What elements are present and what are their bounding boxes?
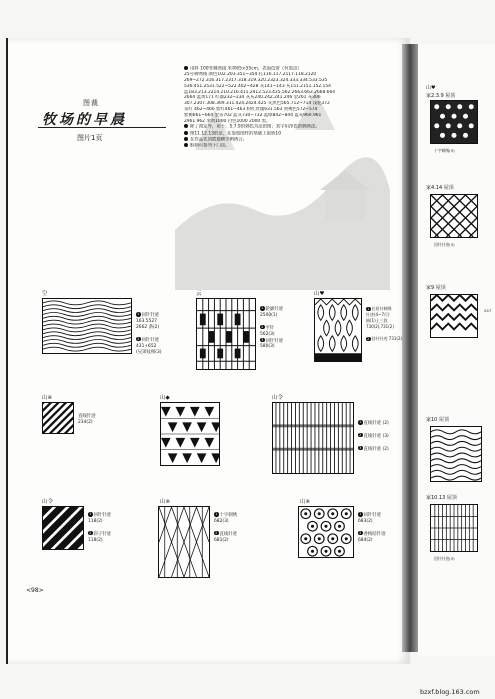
- step-3-marker: 3: [261, 337, 264, 342]
- spec-line: 2664 蓝黄171 红器232~234 灰灰240.242.241.246 金261 灰306: [184, 95, 321, 101]
- step-1-marker: 1: [359, 512, 362, 516]
- swatch-notes: 直线针迹 234(2): [78, 414, 96, 425]
- rosette-swatch: [298, 506, 354, 558]
- spec-line: 269~272.316.317.2317.318.319.320.2323.324.333.334.533.535: [184, 78, 328, 84]
- page-number: <98>: [26, 587, 44, 594]
- block-label: 家10 屋顶: [426, 417, 449, 423]
- swatch-label: 山◆: [160, 395, 170, 401]
- step-1-marker: 1: [359, 420, 362, 424]
- block-label: 家9 屋顶: [426, 285, 446, 291]
- spec-line: 25号刺绣线 颜色102.203.351~354.扎116.117.2117.118.2120: [184, 72, 317, 78]
- swatch-label: 云: [196, 291, 202, 297]
- swatch-label: 山※: [160, 499, 171, 505]
- spec-line: 茶红 462~466 紫红461~463 粉红玫瑰631.563 黄褐色572~574: [184, 107, 318, 113]
- spec-line: 蓝183.213.2214.210.216.411.2412.523.425.562.2663.663.2668.664: [184, 89, 336, 95]
- swatch-label: 山※: [42, 395, 53, 401]
- diagonal-block-swatch: [42, 506, 84, 550]
- step-2-marker: 2: [367, 336, 370, 341]
- spec-line: 307.2307.308.309.311.424.2424.425 灰黑色565.712~714 浅驼372: [184, 101, 330, 107]
- spec-line: 图11.12.13的是，在参照图样的基础上取析10: [184, 131, 392, 137]
- bullet-icon: [184, 131, 188, 135]
- spec-line: 2961.962 米黄1000 白色1000 2000 黑。: [184, 118, 271, 124]
- vertical-line-swatch: [272, 402, 354, 474]
- bullet-icon: [184, 137, 188, 141]
- block-note: 回针针迹(3): [434, 242, 455, 247]
- step-2-marker: 2: [359, 432, 362, 437]
- step-1-marker: 1: [89, 512, 92, 516]
- bullet-icon: [184, 143, 188, 147]
- block-label: 山♥: [426, 85, 436, 91]
- cloud-stitch-swatch: [196, 298, 256, 370]
- spec-line: 用料 100等刺绣线 米黄65×55cm，表面色带（有黑边）: [184, 66, 392, 72]
- swatch-notes: 1 长短针刺绣 针迹(4~7行) 抽(1)上三段 730(2),731(2) 2 回针针迹 731(2): [366, 306, 403, 341]
- swatch-notes: 1 回针针迹 118(2) 2 斜子针迹 118(2): [88, 512, 112, 543]
- step-2-marker: 2: [137, 336, 140, 341]
- bullet-icon: [184, 124, 188, 128]
- block-side-digits: 247: [484, 308, 492, 313]
- diamond-lattice-swatch: [430, 194, 478, 238]
- swatch-label: 山令: [42, 499, 54, 505]
- swatch-notes: 1 直线针迹 (2) 2 直线针迹 (3) 3 直线针迹 (2): [359, 420, 389, 452]
- step-2-marker: 2: [261, 324, 264, 329]
- block-label: 家4.14 屋顶: [426, 185, 454, 191]
- spec-line: 紫褐661~664 金茶702 蓝灰730~732 蓝绿842~844 蓝灰960.961: [184, 112, 322, 118]
- swatch-label: 山※: [300, 499, 311, 505]
- swatch-notes: 1 回针针迹 683(2) 2 香梅结针迹 684(2): [358, 512, 386, 543]
- swatch-notes: 1 轮廓针迹 2500(1) 2 平针 562(3) 3 回针针迹 580(3): [260, 306, 284, 350]
- step-3-marker: 3: [359, 445, 362, 450]
- spec-line: 536.451.2531.522~522.402~428 灰141~143 灰151.2151.152.154: [184, 83, 331, 89]
- swatch-notes: 1 十字刺绣 682(3) 2 直线针迹 681(2): [214, 512, 238, 543]
- book-gutter: [402, 44, 418, 652]
- step-2-marker: 2: [215, 530, 218, 535]
- chart-subtitle: 图裁: [83, 99, 99, 107]
- right-page: [418, 44, 495, 656]
- block-sublabel: 家2.3.9 屋顶: [426, 93, 456, 99]
- block-note: 十字刺绣(3): [434, 148, 455, 153]
- swatch-notes: 1 回针针迹 163.5527 2662 条(2) 2 回针针迹 431+652 (兄弟纹相(3): [136, 312, 162, 355]
- scale-pattern-swatch: [430, 100, 478, 144]
- block-label: 家10.13 屋顶: [426, 495, 457, 501]
- block-note: 回针针迹(3): [434, 556, 455, 561]
- watermark: bzxf.blog.163.com: [420, 688, 480, 696]
- step-1-marker: 1: [367, 306, 370, 311]
- spec-line: 框制可参刊于门店。: [184, 143, 392, 149]
- step-2-marker: 2: [359, 530, 362, 535]
- title-underline: [38, 127, 166, 128]
- step-1-marker: 1: [261, 306, 264, 310]
- step-1-marker: 1: [137, 312, 140, 316]
- swatch-label: 山令: [272, 395, 284, 401]
- fan-pattern-swatch: [160, 402, 220, 466]
- page-reference: 图片1页: [77, 134, 103, 142]
- diagonal-stripe-swatch: [42, 402, 74, 434]
- swatch-label: 空: [42, 291, 48, 297]
- material-spec: [184, 66, 392, 150]
- mountain-leaf-swatch: [314, 298, 362, 362]
- wave-band-swatch: [430, 426, 482, 482]
- spec-line: 除了图定外，用于，5.7.9的刺色为活的图；其字用净色的刺绣法。: [184, 124, 392, 130]
- step-1-marker: 1: [215, 512, 218, 516]
- cross-stitch-swatch: [158, 506, 210, 578]
- spec-line: 在作品先到底都横少刺绣合。: [184, 137, 392, 143]
- wave-stitch-swatch: [42, 298, 132, 354]
- page-title: 牧场的早晨: [42, 112, 127, 128]
- grid-swatch: [430, 504, 478, 552]
- step-2-marker: 2: [89, 530, 92, 535]
- zigzag-swatch: [430, 294, 478, 338]
- bullet-icon: [184, 66, 188, 70]
- swatch-label: 山♥: [314, 291, 325, 297]
